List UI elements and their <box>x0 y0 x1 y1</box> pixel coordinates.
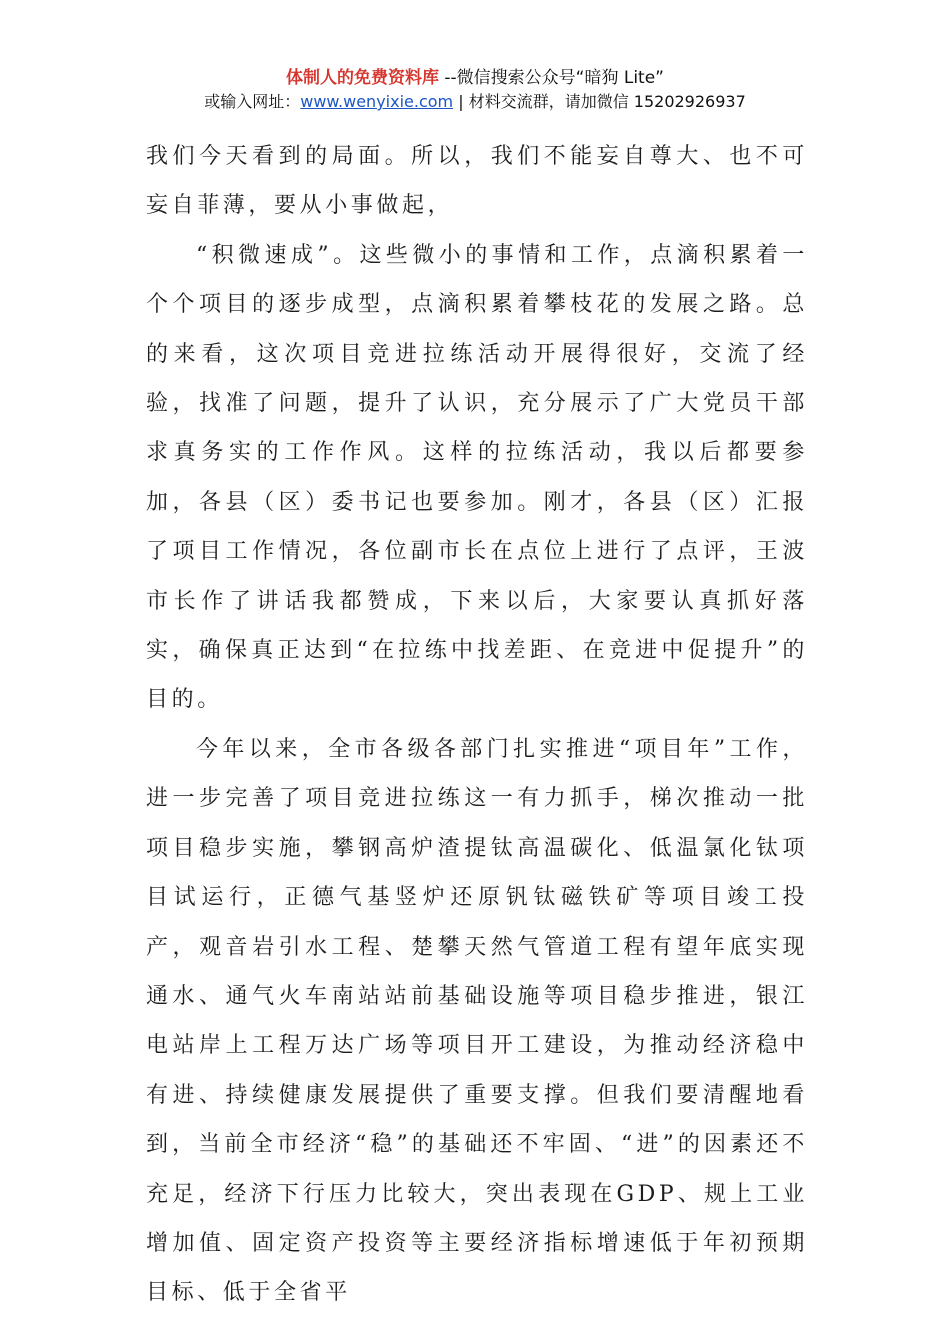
header-search-hint: --微信搜索公众号“暗狗 Lite” <box>438 68 664 88</box>
paragraph-1: 我们今天看到的局面。所以，我们不能妄自尊大、也不可妄自菲薄，要从小事做起， <box>146 144 808 219</box>
header-brand: 体制人的免费资料库 <box>285 68 439 88</box>
header-line-2 <box>0 90 950 114</box>
header-separator: | <box>453 92 469 111</box>
header-url-prefix: 或输入网址： <box>204 92 301 111</box>
header-line-1 <box>0 66 950 90</box>
header-url-link[interactable]: www.wenyixie.com <box>300 92 454 111</box>
document-body <box>146 132 808 1318</box>
paragraph-2: “积微速成”。这些微小的事情和工作，点滴积累着一个个项目的逐步成型，点滴积累着攀枝花的发展之路。总的来看，这次项目竞进拉练活动开展得很好，交流了经验，找准了问题，提升了认识，充分展示了广大党员干部求真务实的工作作风。这样的拉练活动，我以后都要参加，各县（区）委书记也要参加。刚才，各县（区）汇报了项目工作情况，各位副市长在点位上进行了点评，王波市长作了讲话我都赞成，下来以后，大家要认真抓好落实，确保真正达到“在拉练中找差距、在竞进中促提升”的目的。 <box>146 242 808 713</box>
header-contact: 材料交流群，请加微信 15202926937 <box>468 92 746 111</box>
paragraph-3: 今年以来，全市各级各部门扎实推进“项目年”工作，进一步完善了项目竞进拉练这一有力抓手，梯次推动一批项目稳步实施，攀钢高炉渣提钛高温碳化、低温氯化钛项目试运行，正德气基竖炉还原钒钛磁铁矿等项目竣工投产，观音岩引水工程、楚攀天然气管道工程有望年底实现通水、通气火车南站站前基础设施等项目稳步推进，银江电站岸上工程万达广场等项目开工建设，为推动经济稳中有进、持续健康发展提供了重要支撑。但我们要清醒地看到，当前全市经济“稳”的基础还不牢固、“进”的因素还不充足，经济下行压力比较大，突出表现在GDP、规上工业增加值、固定资产投资等主要经济指标增速低于年初预期目标、低于全省平 <box>146 736 808 1306</box>
document-header <box>0 66 950 114</box>
